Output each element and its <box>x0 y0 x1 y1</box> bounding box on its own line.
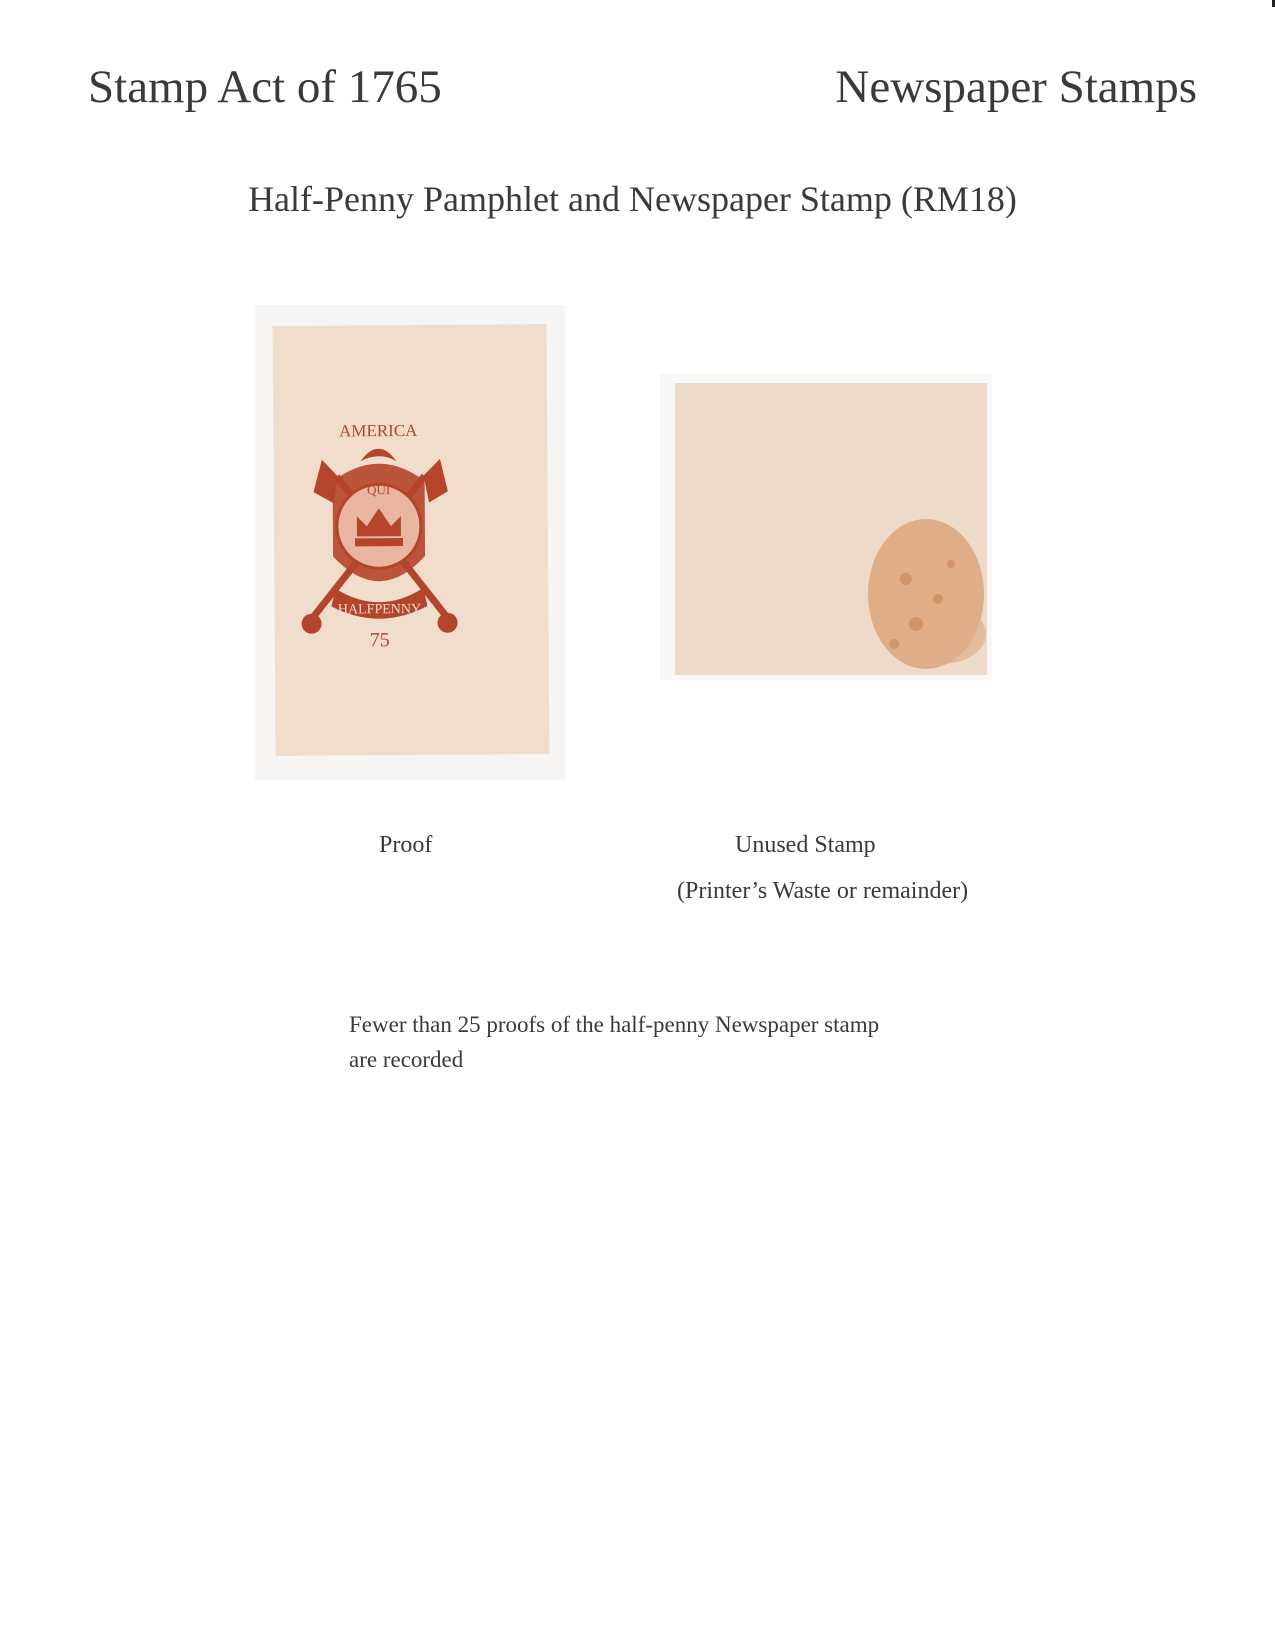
proof-legend-center: QUI <box>367 482 391 498</box>
page-title-left: Stamp Act of 1765 <box>88 61 442 113</box>
page-subtitle <box>0 178 1275 221</box>
proof-value-text: HALFPENNY <box>337 601 422 618</box>
proof-emblem <box>274 325 549 755</box>
recorded-note: Fewer than 25 proofs of the half-penny Newspaper stamp are recorded <box>349 1012 880 1072</box>
page-title-right: Newspaper Stamps <box>835 61 1197 113</box>
unused-caption: Unused Stamp <box>735 832 876 858</box>
proof-legend-top: AMERICA <box>338 420 418 441</box>
proof-caption: Proof <box>379 832 433 858</box>
unused-stamp-image <box>676 384 986 674</box>
subtitle-text: Half-Penny Pamphlet and Newspaper Stamp (RM18) <box>248 179 1017 219</box>
unused-faint-impression <box>676 384 986 674</box>
proof-stamp-image <box>274 325 549 755</box>
unused-note: (Printer’s Waste or remainder) <box>677 878 969 904</box>
proof-number: 75 <box>369 629 390 652</box>
